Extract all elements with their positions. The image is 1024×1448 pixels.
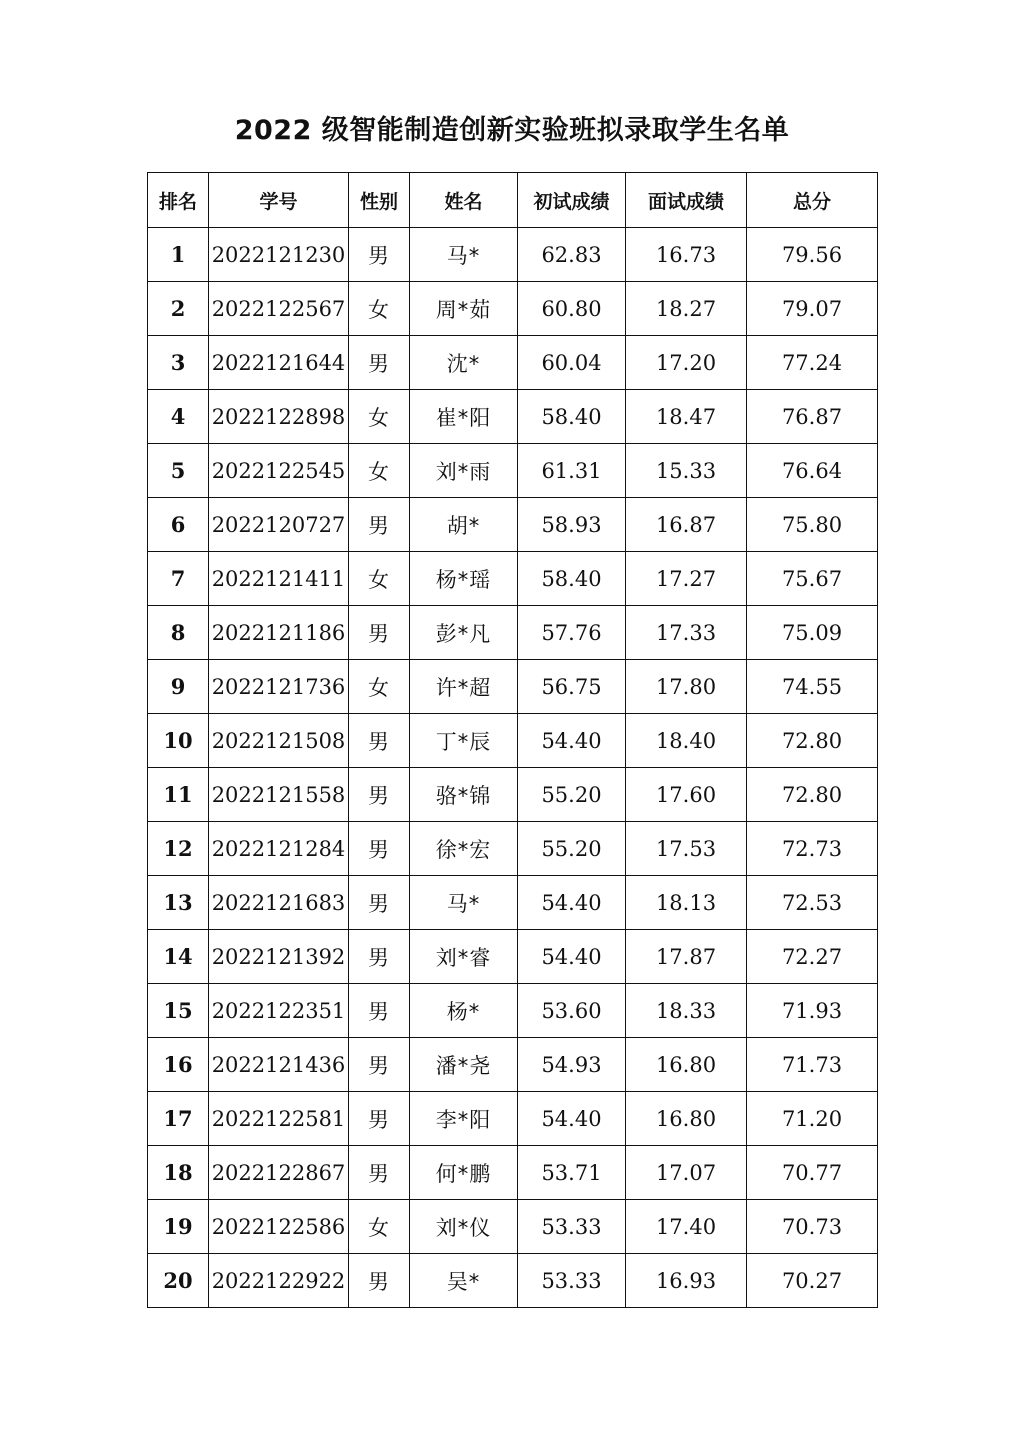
name-cell: 崔*阳 bbox=[410, 390, 518, 444]
student-id-cell: 2022122545 bbox=[209, 444, 349, 498]
gender-cell: 男 bbox=[349, 714, 410, 768]
table-row bbox=[148, 714, 878, 768]
name-cell: 徐*宏 bbox=[410, 822, 518, 876]
name-cell: 丁*辰 bbox=[410, 714, 518, 768]
name-cell: 刘*仪 bbox=[410, 1200, 518, 1254]
written-score-cell: 54.40 bbox=[518, 930, 626, 984]
rank-cell: 6 bbox=[148, 498, 209, 552]
written-score-cell: 54.93 bbox=[518, 1038, 626, 1092]
student-id-cell: 2022121230 bbox=[209, 228, 349, 282]
student-id-cell: 2022122586 bbox=[209, 1200, 349, 1254]
table-row bbox=[148, 228, 878, 282]
total-score-cell: 75.80 bbox=[747, 498, 878, 552]
total-score-cell: 72.27 bbox=[747, 930, 878, 984]
total-score-cell: 72.80 bbox=[747, 768, 878, 822]
total-score-cell: 70.27 bbox=[747, 1254, 878, 1308]
name-cell: 沈* bbox=[410, 336, 518, 390]
gender-cell: 男 bbox=[349, 1146, 410, 1200]
table-row bbox=[148, 930, 878, 984]
written-score-cell: 54.40 bbox=[518, 1092, 626, 1146]
table-row bbox=[148, 336, 878, 390]
table-row bbox=[148, 1092, 878, 1146]
gender-cell: 女 bbox=[349, 552, 410, 606]
gender-cell: 男 bbox=[349, 930, 410, 984]
name-cell: 李*阳 bbox=[410, 1092, 518, 1146]
rank-cell: 12 bbox=[148, 822, 209, 876]
written-score-cell: 55.20 bbox=[518, 768, 626, 822]
rank-cell: 20 bbox=[148, 1254, 209, 1308]
rank-cell: 13 bbox=[148, 876, 209, 930]
rank-cell: 17 bbox=[148, 1092, 209, 1146]
name-cell: 胡* bbox=[410, 498, 518, 552]
total-score-cell: 71.73 bbox=[747, 1038, 878, 1092]
interview-score-cell: 16.80 bbox=[626, 1092, 747, 1146]
total-score-cell: 70.77 bbox=[747, 1146, 878, 1200]
total-score-cell: 77.24 bbox=[747, 336, 878, 390]
interview-score-cell: 17.87 bbox=[626, 930, 747, 984]
gender-cell: 男 bbox=[349, 1038, 410, 1092]
student-id-cell: 2022121436 bbox=[209, 1038, 349, 1092]
written-score-cell: 61.31 bbox=[518, 444, 626, 498]
table-header bbox=[148, 173, 878, 228]
gender-cell: 女 bbox=[349, 660, 410, 714]
written-score-cell: 53.71 bbox=[518, 1146, 626, 1200]
rank-cell: 3 bbox=[148, 336, 209, 390]
rank-cell: 19 bbox=[148, 1200, 209, 1254]
total-score-cell: 72.80 bbox=[747, 714, 878, 768]
written-score-cell: 54.40 bbox=[518, 714, 626, 768]
student-id-cell: 2022121736 bbox=[209, 660, 349, 714]
header-gender: 性别 bbox=[349, 173, 410, 228]
rank-cell: 5 bbox=[148, 444, 209, 498]
interview-score-cell: 18.27 bbox=[626, 282, 747, 336]
total-score-cell: 74.55 bbox=[747, 660, 878, 714]
rank-cell: 10 bbox=[148, 714, 209, 768]
interview-score-cell: 17.40 bbox=[626, 1200, 747, 1254]
gender-cell: 男 bbox=[349, 606, 410, 660]
student-id-cell: 2022121392 bbox=[209, 930, 349, 984]
name-cell: 许*超 bbox=[410, 660, 518, 714]
name-cell: 何*鹏 bbox=[410, 1146, 518, 1200]
gender-cell: 男 bbox=[349, 768, 410, 822]
total-score-cell: 79.07 bbox=[747, 282, 878, 336]
name-cell: 彭*凡 bbox=[410, 606, 518, 660]
rank-cell: 4 bbox=[148, 390, 209, 444]
rank-cell: 7 bbox=[148, 552, 209, 606]
total-score-cell: 75.67 bbox=[747, 552, 878, 606]
rank-cell: 2 bbox=[148, 282, 209, 336]
written-score-cell: 58.93 bbox=[518, 498, 626, 552]
header-name: 姓名 bbox=[410, 173, 518, 228]
student-id-cell: 2022121644 bbox=[209, 336, 349, 390]
table-body bbox=[148, 228, 878, 1308]
table-row bbox=[148, 1038, 878, 1092]
written-score-cell: 53.33 bbox=[518, 1200, 626, 1254]
rank-cell: 15 bbox=[148, 984, 209, 1038]
total-score-cell: 72.73 bbox=[747, 822, 878, 876]
gender-cell: 男 bbox=[349, 1254, 410, 1308]
interview-score-cell: 18.40 bbox=[626, 714, 747, 768]
name-cell: 马* bbox=[410, 876, 518, 930]
student-id-cell: 2022121683 bbox=[209, 876, 349, 930]
student-id-cell: 2022121186 bbox=[209, 606, 349, 660]
rank-cell: 9 bbox=[148, 660, 209, 714]
rank-cell: 8 bbox=[148, 606, 209, 660]
gender-cell: 女 bbox=[349, 282, 410, 336]
table-row bbox=[148, 768, 878, 822]
table-row bbox=[148, 444, 878, 498]
total-score-cell: 70.73 bbox=[747, 1200, 878, 1254]
table-row bbox=[148, 1200, 878, 1254]
header-rank: 排名 bbox=[148, 173, 209, 228]
rank-cell: 16 bbox=[148, 1038, 209, 1092]
student-id-cell: 2022121558 bbox=[209, 768, 349, 822]
student-id-cell: 2022122567 bbox=[209, 282, 349, 336]
rank-cell: 11 bbox=[148, 768, 209, 822]
table-row bbox=[148, 1254, 878, 1308]
header-student-id: 学号 bbox=[209, 173, 349, 228]
gender-cell: 女 bbox=[349, 444, 410, 498]
student-id-cell: 2022121284 bbox=[209, 822, 349, 876]
gender-cell: 男 bbox=[349, 1092, 410, 1146]
interview-score-cell: 16.93 bbox=[626, 1254, 747, 1308]
name-cell: 杨* bbox=[410, 984, 518, 1038]
header-total-score: 总分 bbox=[747, 173, 878, 228]
written-score-cell: 54.40 bbox=[518, 876, 626, 930]
gender-cell: 男 bbox=[349, 984, 410, 1038]
name-cell: 吴* bbox=[410, 1254, 518, 1308]
interview-score-cell: 15.33 bbox=[626, 444, 747, 498]
total-score-cell: 76.87 bbox=[747, 390, 878, 444]
admission-table bbox=[147, 172, 878, 1308]
written-score-cell: 53.33 bbox=[518, 1254, 626, 1308]
header-row bbox=[148, 173, 878, 228]
total-score-cell: 75.09 bbox=[747, 606, 878, 660]
table-row bbox=[148, 984, 878, 1038]
name-cell: 马* bbox=[410, 228, 518, 282]
total-score-cell: 72.53 bbox=[747, 876, 878, 930]
table-row bbox=[148, 876, 878, 930]
total-score-cell: 76.64 bbox=[747, 444, 878, 498]
written-score-cell: 57.76 bbox=[518, 606, 626, 660]
interview-score-cell: 17.53 bbox=[626, 822, 747, 876]
table-row bbox=[148, 606, 878, 660]
student-id-cell: 2022122922 bbox=[209, 1254, 349, 1308]
interview-score-cell: 18.13 bbox=[626, 876, 747, 930]
table-row bbox=[148, 390, 878, 444]
table-row bbox=[148, 822, 878, 876]
interview-score-cell: 16.73 bbox=[626, 228, 747, 282]
written-score-cell: 53.60 bbox=[518, 984, 626, 1038]
gender-cell: 男 bbox=[349, 228, 410, 282]
student-id-cell: 2022122351 bbox=[209, 984, 349, 1038]
student-id-cell: 2022122581 bbox=[209, 1092, 349, 1146]
gender-cell: 女 bbox=[349, 390, 410, 444]
name-cell: 杨*瑶 bbox=[410, 552, 518, 606]
interview-score-cell: 17.33 bbox=[626, 606, 747, 660]
interview-score-cell: 18.47 bbox=[626, 390, 747, 444]
gender-cell: 女 bbox=[349, 1200, 410, 1254]
student-id-cell: 2022121411 bbox=[209, 552, 349, 606]
name-cell: 刘*睿 bbox=[410, 930, 518, 984]
total-score-cell: 71.93 bbox=[747, 984, 878, 1038]
name-cell: 周*茹 bbox=[410, 282, 518, 336]
interview-score-cell: 17.20 bbox=[626, 336, 747, 390]
table-row bbox=[148, 282, 878, 336]
gender-cell: 男 bbox=[349, 336, 410, 390]
written-score-cell: 56.75 bbox=[518, 660, 626, 714]
name-cell: 刘*雨 bbox=[410, 444, 518, 498]
interview-score-cell: 17.27 bbox=[626, 552, 747, 606]
student-id-cell: 2022122898 bbox=[209, 390, 349, 444]
total-score-cell: 79.56 bbox=[747, 228, 878, 282]
page-title: 2022 级智能制造创新实验班拟录取学生名单 bbox=[234, 115, 790, 146]
student-id-cell: 2022121508 bbox=[209, 714, 349, 768]
written-score-cell: 60.80 bbox=[518, 282, 626, 336]
table-row bbox=[148, 552, 878, 606]
student-id-cell: 2022120727 bbox=[209, 498, 349, 552]
total-score-cell: 71.20 bbox=[747, 1092, 878, 1146]
table-row bbox=[148, 660, 878, 714]
rank-cell: 1 bbox=[148, 228, 209, 282]
student-id-cell: 2022122867 bbox=[209, 1146, 349, 1200]
rank-cell: 14 bbox=[148, 930, 209, 984]
written-score-cell: 55.20 bbox=[518, 822, 626, 876]
rank-cell: 18 bbox=[148, 1146, 209, 1200]
written-score-cell: 58.40 bbox=[518, 390, 626, 444]
gender-cell: 男 bbox=[349, 498, 410, 552]
written-score-cell: 62.83 bbox=[518, 228, 626, 282]
gender-cell: 男 bbox=[349, 822, 410, 876]
interview-score-cell: 17.07 bbox=[626, 1146, 747, 1200]
written-score-cell: 60.04 bbox=[518, 336, 626, 390]
interview-score-cell: 18.33 bbox=[626, 984, 747, 1038]
gender-cell: 男 bbox=[349, 876, 410, 930]
interview-score-cell: 16.80 bbox=[626, 1038, 747, 1092]
table-row bbox=[148, 498, 878, 552]
name-cell: 潘*尧 bbox=[410, 1038, 518, 1092]
header-written-score: 初试成绩 bbox=[518, 173, 626, 228]
interview-score-cell: 16.87 bbox=[626, 498, 747, 552]
written-score-cell: 58.40 bbox=[518, 552, 626, 606]
header-interview-score: 面试成绩 bbox=[626, 173, 747, 228]
interview-score-cell: 17.60 bbox=[626, 768, 747, 822]
interview-score-cell: 17.80 bbox=[626, 660, 747, 714]
name-cell: 骆*锦 bbox=[410, 768, 518, 822]
table-row bbox=[148, 1146, 878, 1200]
